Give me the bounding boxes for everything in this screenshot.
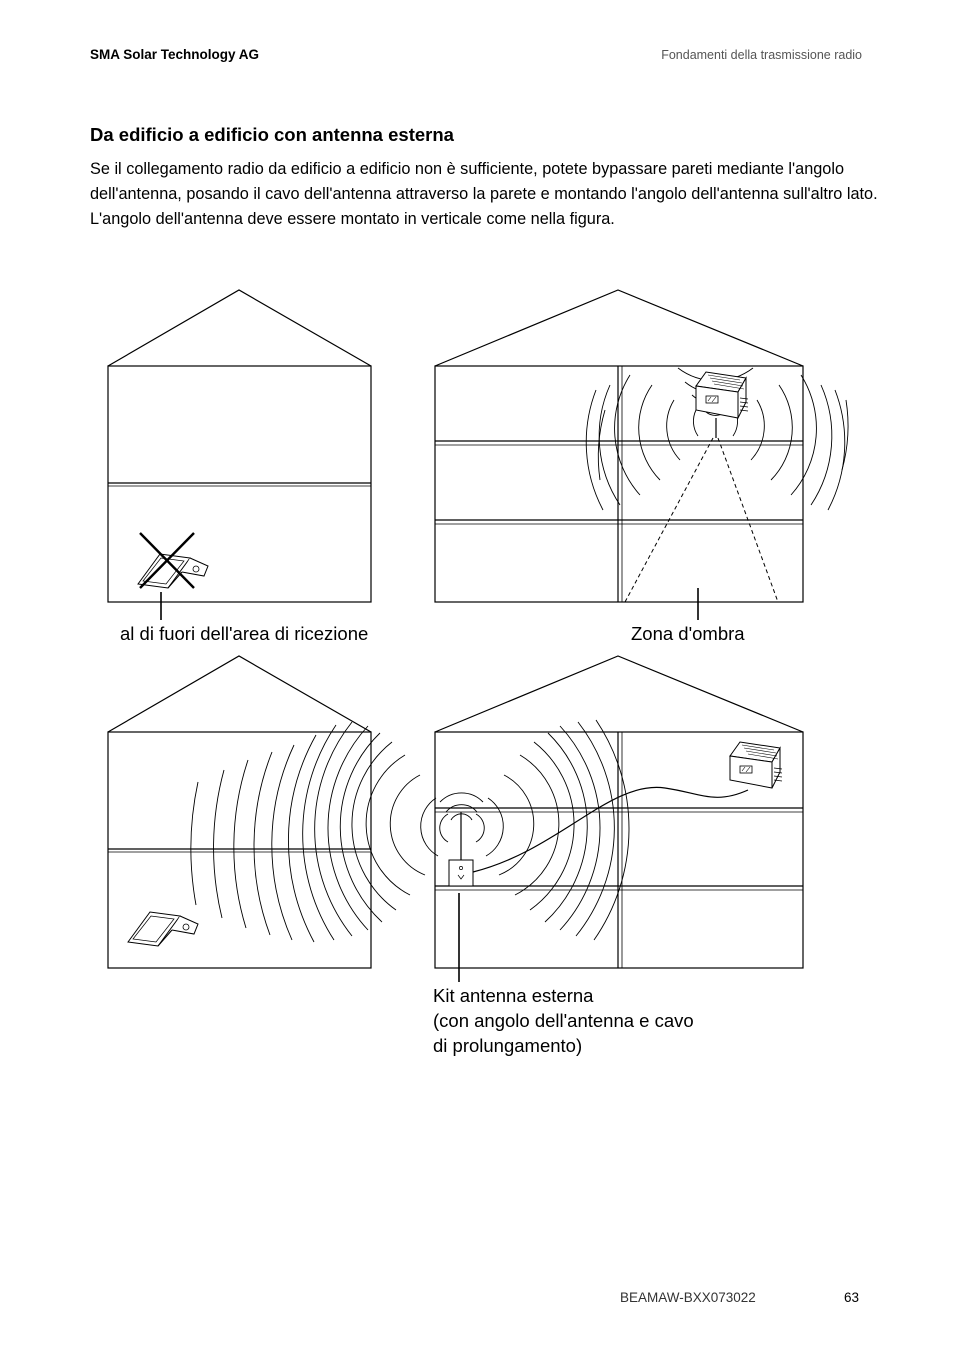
external-antenna bbox=[449, 812, 473, 886]
radio-device-bottom bbox=[730, 742, 782, 788]
tablet-out-of-range bbox=[138, 533, 208, 588]
radio-waves-bottom bbox=[191, 720, 629, 942]
radio-device-top bbox=[696, 372, 748, 418]
section-heading: Da edificio a edificio con antenna esterna bbox=[90, 124, 454, 145]
label-shadow-zone: Zona d'ombra bbox=[631, 623, 745, 644]
tablet-in-range bbox=[128, 912, 198, 946]
footer-page-number: 63 bbox=[844, 1290, 860, 1305]
label-out-of-range: al di fuori dell'area di ricezione bbox=[120, 623, 369, 644]
body-paragraph: Se il collegamento radio da edificio a edificio non è sufficiente, potete bypassare pareti mediante l'angolo dell'antenna, posando il cavo dell'antenna attraverso la parete e montando l'angolo dell'antenna sull'altro lato. L'angolo dell'antenna deve essere montato in verticale come nella figura. bbox=[90, 160, 878, 228]
building-top-right bbox=[435, 290, 803, 602]
header-company: SMA Solar Technology AG bbox=[90, 47, 260, 62]
label-antenna-kit-line1: Kit antenna esterna bbox=[433, 985, 594, 1006]
label-antenna-kit-line2: (con angolo dell'antenna e cavo bbox=[433, 1010, 694, 1031]
label-antenna-kit-line3: di prolungamento) bbox=[433, 1035, 583, 1056]
header-section-title: Fondamenti della trasmissione radio bbox=[661, 48, 862, 62]
footer-doc-code: BEAMAW-BXX073022 bbox=[620, 1290, 756, 1305]
building-top-left bbox=[108, 290, 371, 602]
building-bottom-right bbox=[435, 656, 803, 968]
antenna-cable bbox=[473, 787, 748, 872]
